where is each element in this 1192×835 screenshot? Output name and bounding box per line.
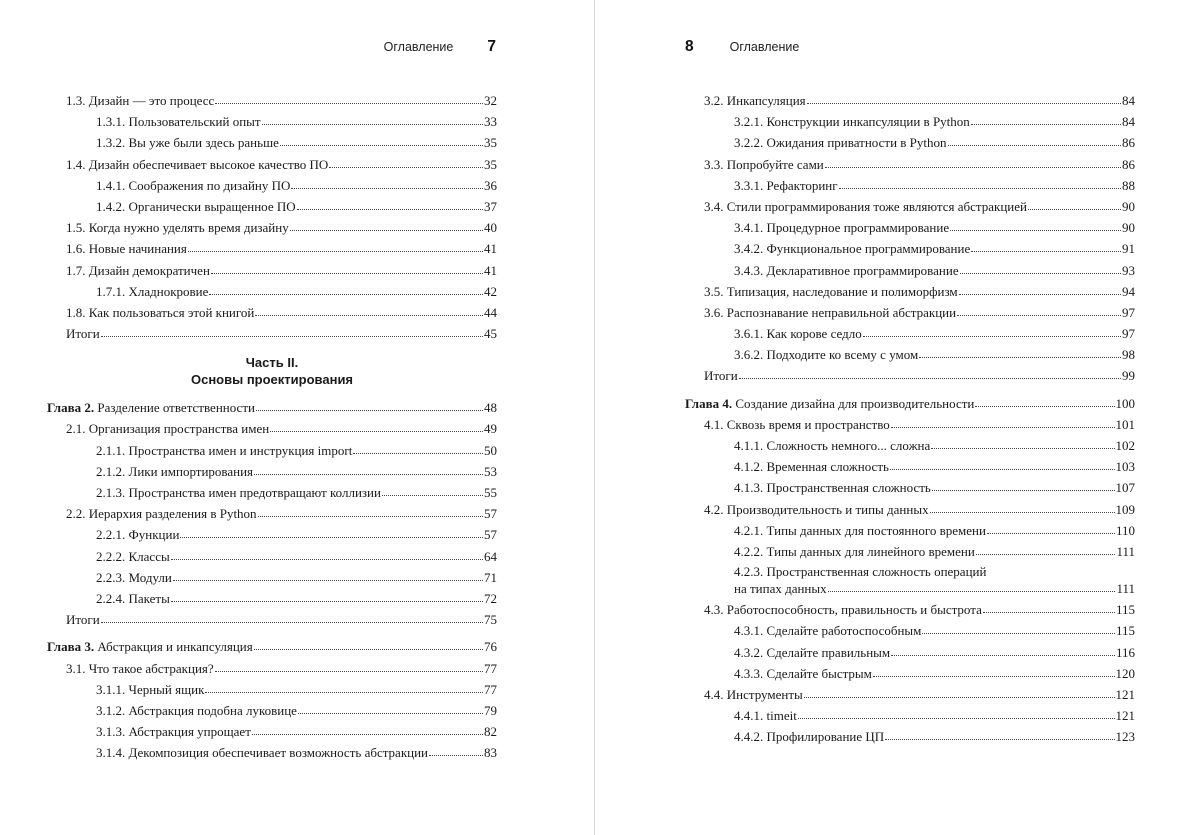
leader-dots bbox=[863, 325, 1121, 338]
toc-entry-wrapped[interactable] bbox=[685, 562, 1135, 599]
leader-dots bbox=[798, 707, 1115, 720]
toc-entry[interactable] bbox=[47, 154, 497, 175]
page-ref: 116 bbox=[1115, 644, 1135, 660]
leader-dots bbox=[180, 526, 483, 539]
part-number: Часть II. bbox=[245, 355, 299, 371]
leader-dots bbox=[188, 240, 483, 253]
entry-label: 1.4. Дизайн обеспечивает высокое качество ПО bbox=[66, 156, 329, 172]
page-ref: 120 bbox=[1115, 665, 1135, 681]
page-ref: 82 bbox=[484, 724, 497, 740]
toc-entry[interactable] bbox=[47, 503, 497, 524]
leader-dots bbox=[353, 442, 483, 455]
entry-label: 3.1. Что такое абстракция? bbox=[66, 660, 214, 676]
page-ref: 77 bbox=[484, 681, 497, 697]
running-head-right bbox=[685, 38, 799, 58]
leader-dots bbox=[971, 240, 1121, 253]
toc-entry[interactable] bbox=[685, 154, 1135, 175]
chapter-title: Разделение ответственности bbox=[94, 400, 255, 416]
toc-entry[interactable] bbox=[47, 302, 497, 323]
toc-summary-entry[interactable] bbox=[47, 609, 497, 630]
leader-dots bbox=[258, 505, 483, 518]
leader-dots bbox=[329, 156, 483, 169]
leader-dots bbox=[211, 262, 483, 275]
leader-dots bbox=[922, 622, 1115, 635]
leader-dots bbox=[101, 325, 483, 338]
toc-entry[interactable] bbox=[47, 217, 497, 238]
leader-dots bbox=[209, 283, 483, 296]
right-page bbox=[596, 0, 1192, 835]
entry-label: 4.3.1. Сделайте работоспособным bbox=[734, 623, 922, 639]
leader-dots bbox=[890, 458, 1115, 471]
leader-dots bbox=[429, 744, 483, 757]
page-ref: 42 bbox=[484, 283, 497, 299]
toc-right bbox=[685, 90, 1135, 747]
page-ref: 121 bbox=[1115, 686, 1135, 702]
leader-dots bbox=[171, 548, 483, 561]
leader-dots bbox=[1028, 198, 1121, 211]
leader-dots bbox=[960, 262, 1121, 275]
toc-chapter-entry[interactable] bbox=[47, 636, 497, 657]
toc-entry[interactable] bbox=[685, 599, 1135, 620]
entry-label: 2.2.3. Модули bbox=[96, 569, 172, 585]
page-ref: 40 bbox=[484, 220, 497, 236]
toc-entry[interactable] bbox=[47, 588, 497, 609]
page-ref: 111 bbox=[1116, 543, 1135, 559]
page-number: 7 bbox=[487, 38, 496, 55]
entry-label: 2.2.2. Классы bbox=[96, 548, 170, 564]
entry-label: Итоги bbox=[66, 326, 100, 342]
page-ref: 72 bbox=[484, 590, 497, 606]
leader-dots bbox=[254, 638, 483, 651]
toc-entry[interactable] bbox=[47, 567, 497, 588]
entry-label: 3.2.2. Ожидания приватности в Python bbox=[734, 135, 947, 151]
entry-label: 1.3.2. Вы уже были здесь раньше bbox=[96, 135, 279, 151]
page-ref: 91 bbox=[1122, 241, 1135, 257]
entry-label: 3.4.2. Функциональное программирование bbox=[734, 241, 971, 257]
page-ref: 84 bbox=[1122, 114, 1135, 130]
leader-dots bbox=[254, 463, 483, 476]
page-ref: 110 bbox=[1115, 522, 1135, 538]
page-ref: 111 bbox=[1116, 581, 1135, 597]
toc-entry[interactable] bbox=[685, 620, 1135, 641]
running-title: Оглавление bbox=[383, 40, 454, 54]
leader-dots bbox=[971, 113, 1121, 126]
entry-label: 3.3. Попробуйте сами bbox=[704, 156, 824, 172]
toc-entry[interactable] bbox=[47, 175, 497, 196]
page-ref: 35 bbox=[484, 156, 497, 172]
page-ref: 55 bbox=[484, 485, 497, 500]
page-ref: 102 bbox=[1115, 438, 1135, 453]
page-ref: 76 bbox=[484, 639, 497, 655]
entry-label: 3.1.3. Абстракция упрощает bbox=[96, 724, 251, 740]
page-ref: 97 bbox=[1122, 326, 1135, 342]
leader-dots bbox=[948, 134, 1121, 147]
toc-entry[interactable] bbox=[685, 642, 1135, 663]
entry-label: 4.3.3. Сделайте быстрым bbox=[734, 665, 872, 681]
entry-label: 3.6. Распознавание неправильной абстракции bbox=[704, 304, 957, 320]
page-ref: 100 bbox=[1115, 395, 1135, 411]
entry-label: 4.2.1. Типы данных для постоянного времени bbox=[734, 522, 986, 538]
page-ref: 94 bbox=[1122, 283, 1135, 299]
page-ref: 97 bbox=[1122, 304, 1135, 320]
toc-entry[interactable] bbox=[685, 302, 1135, 323]
leader-dots bbox=[873, 665, 1115, 678]
entry-label: 1.3. Дизайн — это процесс bbox=[66, 93, 215, 108]
entry-label: 3.4.1. Процедурное программирование bbox=[734, 220, 950, 236]
toc-entry[interactable] bbox=[685, 90, 1135, 111]
leader-dots bbox=[930, 501, 1115, 514]
leader-dots bbox=[825, 156, 1121, 169]
entry-label: 4.4.2. Профилирование ЦП bbox=[734, 729, 885, 745]
toc-chapter-entry[interactable] bbox=[47, 397, 497, 418]
leader-dots bbox=[297, 198, 483, 211]
toc-entry[interactable] bbox=[47, 721, 497, 742]
leader-dots bbox=[975, 395, 1114, 408]
toc-entry[interactable] bbox=[685, 260, 1135, 281]
leader-dots bbox=[270, 420, 483, 433]
toc-entry[interactable] bbox=[47, 461, 497, 482]
page-ref: 93 bbox=[1122, 262, 1135, 278]
toc-entry[interactable] bbox=[47, 482, 497, 503]
page-ref: 123 bbox=[1115, 729, 1135, 745]
leader-dots bbox=[280, 134, 483, 147]
leader-dots bbox=[173, 569, 483, 582]
entry-label-line2: на типах данных bbox=[734, 581, 827, 597]
toc-entry[interactable] bbox=[47, 196, 497, 217]
leader-dots bbox=[976, 543, 1116, 556]
page-ref: 53 bbox=[484, 463, 497, 479]
toc-entry[interactable] bbox=[47, 700, 497, 721]
entry-label: 1.4.2. Органически выращенное ПО bbox=[96, 198, 296, 214]
leader-dots bbox=[885, 728, 1114, 741]
toc-entry[interactable] bbox=[685, 175, 1135, 196]
leader-dots bbox=[891, 644, 1115, 657]
entry-label: 4.1. Сквозь время и пространство bbox=[704, 416, 890, 432]
leader-dots bbox=[807, 92, 1121, 105]
entry-label: 2.2.1. Функции bbox=[96, 527, 180, 543]
leader-dots bbox=[739, 367, 1121, 380]
page-ref: 71 bbox=[484, 569, 497, 585]
leader-dots bbox=[959, 283, 1121, 296]
page-ref: 37 bbox=[484, 198, 497, 214]
page-ref: 90 bbox=[1122, 198, 1135, 214]
entry-label: 3.4. Стили программирования тоже являются абстракцией bbox=[704, 198, 1027, 214]
toc-entry[interactable] bbox=[685, 217, 1135, 238]
leader-dots bbox=[382, 484, 483, 497]
toc-entry[interactable] bbox=[47, 524, 497, 545]
entry-label: 4.2.2. Типы данных для линейного времени bbox=[734, 543, 975, 559]
entry-label: 1.6. Новые начинания bbox=[66, 241, 187, 257]
page-ref: 48 bbox=[484, 400, 497, 416]
leader-dots bbox=[891, 416, 1115, 429]
chapter-prefix: Глава 4. bbox=[685, 395, 733, 411]
toc-entry[interactable] bbox=[47, 260, 497, 281]
entry-label: Итоги bbox=[66, 612, 100, 628]
toc-entry[interactable] bbox=[47, 658, 497, 679]
toc-entry[interactable] bbox=[685, 281, 1135, 302]
entry-label: 1.7.1. Хладнокровие bbox=[96, 283, 209, 299]
leader-dots bbox=[290, 219, 483, 232]
page-ref: 79 bbox=[484, 702, 497, 718]
toc-entry[interactable] bbox=[685, 726, 1135, 747]
leader-dots bbox=[804, 686, 1115, 699]
entry-label: 4.2. Производительность и типы данных bbox=[704, 501, 929, 517]
page-ref: 41 bbox=[484, 241, 497, 257]
toc-entry[interactable] bbox=[47, 742, 497, 763]
leader-dots bbox=[987, 522, 1115, 535]
page-ref: 49 bbox=[484, 421, 497, 437]
toc-entry[interactable] bbox=[685, 323, 1135, 344]
entry-label: 2.1.2. Лики импортирования bbox=[96, 463, 254, 479]
toc-entry[interactable] bbox=[685, 435, 1135, 456]
entry-label: 4.1.2. Временная сложность bbox=[734, 459, 889, 475]
page-ref: 35 bbox=[484, 135, 497, 151]
toc-entry[interactable] bbox=[685, 663, 1135, 684]
toc-entry[interactable] bbox=[685, 477, 1135, 498]
page-ref: 64 bbox=[484, 548, 497, 564]
leader-dots bbox=[291, 177, 483, 190]
entry-label: 3.3.1. Рефакторинг bbox=[734, 177, 838, 193]
entry-label: 1.8. Как пользоваться этой книгой bbox=[66, 304, 255, 320]
toc-entry[interactable] bbox=[685, 111, 1135, 132]
entry-label: 3.2.1. Конструкции инкапсуляции в Python bbox=[734, 114, 970, 130]
leader-dots bbox=[205, 681, 483, 694]
page-ref: 88 bbox=[1122, 177, 1135, 193]
page-ref: 90 bbox=[1122, 220, 1135, 236]
page-ref: 84 bbox=[1122, 93, 1135, 108]
toc-entry[interactable] bbox=[47, 546, 497, 567]
entry-label: 1.3.1. Пользовательский опыт bbox=[96, 114, 261, 130]
leader-dots bbox=[256, 399, 483, 412]
entry-label: 4.1.1. Сложность немного... сложна bbox=[734, 438, 931, 453]
page-ref: 101 bbox=[1115, 416, 1135, 432]
page-ref: 50 bbox=[484, 442, 497, 458]
entry-label: 4.4. Инструменты bbox=[704, 686, 803, 702]
chapter-prefix: Глава 3. bbox=[47, 639, 95, 655]
entry-label: Итоги bbox=[704, 368, 738, 384]
leader-dots bbox=[171, 590, 483, 603]
page-ref: 77 bbox=[484, 660, 497, 676]
entry-label: 4.3.2. Сделайте правильным bbox=[734, 644, 891, 660]
toc-entry[interactable] bbox=[685, 456, 1135, 477]
toc-entry[interactable] bbox=[685, 196, 1135, 217]
leader-dots bbox=[252, 723, 483, 736]
page-ref: 75 bbox=[484, 612, 497, 628]
leader-dots bbox=[101, 611, 483, 624]
entry-label: 4.4.1. timeit bbox=[734, 708, 797, 724]
entry-label: 4.3. Работоспособность, правильность и быстрота bbox=[704, 602, 982, 618]
entry-label: 3.1.4. Декомпозиция обеспечивает возможность абстракции bbox=[96, 745, 429, 761]
toc-entry[interactable] bbox=[685, 344, 1135, 365]
entry-label: 3.6.2. Подходите ко всему с умом bbox=[734, 347, 919, 363]
leader-dots bbox=[255, 304, 483, 317]
entry-label: 2.2. Иерархия разделения в Python bbox=[66, 506, 257, 522]
entry-label: 3.5. Типизация, наследование и полиморфизм bbox=[704, 283, 958, 299]
toc-entry[interactable] bbox=[47, 440, 497, 461]
page-ref: 98 bbox=[1122, 347, 1135, 363]
entry-label: 3.4.3. Декларативное программирование bbox=[734, 262, 959, 278]
entry-label: 2.1.1. Пространства имен и инструкция import bbox=[96, 442, 353, 458]
page-ref: 107 bbox=[1115, 480, 1135, 496]
toc-entry[interactable] bbox=[47, 111, 497, 132]
toc-entry[interactable] bbox=[685, 541, 1135, 562]
page-ref: 83 bbox=[484, 745, 497, 761]
toc-entry[interactable] bbox=[47, 679, 497, 700]
page-ref: 99 bbox=[1122, 368, 1135, 384]
leader-dots bbox=[950, 219, 1121, 232]
part-heading bbox=[47, 354, 497, 388]
toc-entry[interactable] bbox=[47, 90, 497, 111]
entry-label: 3.6.1. Как корове седло bbox=[734, 326, 862, 342]
page-ref: 103 bbox=[1115, 459, 1135, 475]
entry-label: 2.1.3. Пространства имен предотвращают коллизии bbox=[96, 485, 381, 500]
entry-label: 3.1.1. Черный ящик bbox=[96, 681, 205, 697]
toc-entry[interactable] bbox=[685, 499, 1135, 520]
leader-dots bbox=[983, 601, 1115, 614]
entry-label: 4.1.3. Пространственная сложность bbox=[734, 480, 931, 496]
leader-dots bbox=[957, 304, 1121, 317]
page-ref: 36 bbox=[484, 177, 497, 193]
page-ref: 86 bbox=[1122, 135, 1135, 151]
toc-entry[interactable] bbox=[685, 705, 1135, 726]
toc-entry[interactable] bbox=[685, 132, 1135, 153]
leader-dots bbox=[919, 346, 1121, 359]
toc-entry[interactable] bbox=[47, 238, 497, 259]
leader-dots bbox=[932, 479, 1115, 492]
page-ref: 57 bbox=[484, 527, 497, 543]
toc-left bbox=[47, 90, 497, 763]
toc-summary-entry[interactable] bbox=[47, 323, 497, 344]
chapter-title: Абстракция и инкапсуляция bbox=[94, 639, 253, 655]
leader-dots bbox=[839, 177, 1121, 190]
page-ref: 44 bbox=[484, 304, 497, 320]
page-number: 8 bbox=[685, 38, 694, 55]
toc-entry[interactable] bbox=[47, 418, 497, 439]
running-title: Оглавление bbox=[729, 40, 800, 54]
page-ref: 86 bbox=[1122, 156, 1135, 172]
entry-label: 1.4.1. Соображения по дизайну ПО bbox=[96, 177, 291, 193]
toc-entry[interactable] bbox=[685, 684, 1135, 705]
entry-label: 3.1.2. Абстракция подобна луковице bbox=[96, 702, 297, 718]
toc-chapter-entry[interactable] bbox=[685, 393, 1135, 414]
chapter-prefix: Глава 2. bbox=[47, 400, 95, 416]
chapter-title: Создание дизайна для производительности bbox=[732, 395, 975, 411]
part-title: Основы проектирования bbox=[190, 372, 354, 388]
leader-dots bbox=[828, 580, 1116, 593]
entry-label: 2.2.4. Пакеты bbox=[96, 590, 170, 606]
page-ref: 115 bbox=[1115, 602, 1135, 618]
toc-entry[interactable] bbox=[47, 281, 497, 302]
page-ref: 41 bbox=[484, 262, 497, 278]
toc-entry[interactable] bbox=[47, 132, 497, 153]
page-ref: 45 bbox=[484, 326, 497, 342]
leader-dots bbox=[215, 660, 483, 673]
toc-summary-entry[interactable] bbox=[685, 365, 1135, 386]
page-ref: 109 bbox=[1115, 501, 1135, 517]
page-ref: 33 bbox=[484, 114, 497, 130]
page-ref: 115 bbox=[1115, 623, 1135, 639]
entry-label: 1.5. Когда нужно уделять время дизайну bbox=[66, 220, 289, 236]
page-ref: 57 bbox=[484, 506, 497, 522]
leader-dots bbox=[298, 702, 483, 715]
toc-entry[interactable] bbox=[685, 520, 1135, 541]
leader-dots bbox=[215, 92, 483, 105]
entry-label: 2.1. Организация пространства имен bbox=[66, 421, 270, 437]
entry-label-line1: 4.2.3. Пространственная сложность операций bbox=[734, 564, 987, 580]
page-ref: 121 bbox=[1115, 708, 1135, 724]
running-head-left bbox=[384, 38, 496, 58]
leader-dots bbox=[931, 437, 1114, 450]
toc-entry[interactable] bbox=[685, 414, 1135, 435]
leader-dots bbox=[262, 113, 483, 126]
entry-label: 3.2. Инкапсуляция bbox=[704, 93, 806, 108]
toc-entry[interactable] bbox=[685, 238, 1135, 259]
page-ref: 32 bbox=[484, 93, 497, 108]
entry-label: 1.7. Дизайн демократичен bbox=[66, 262, 210, 278]
